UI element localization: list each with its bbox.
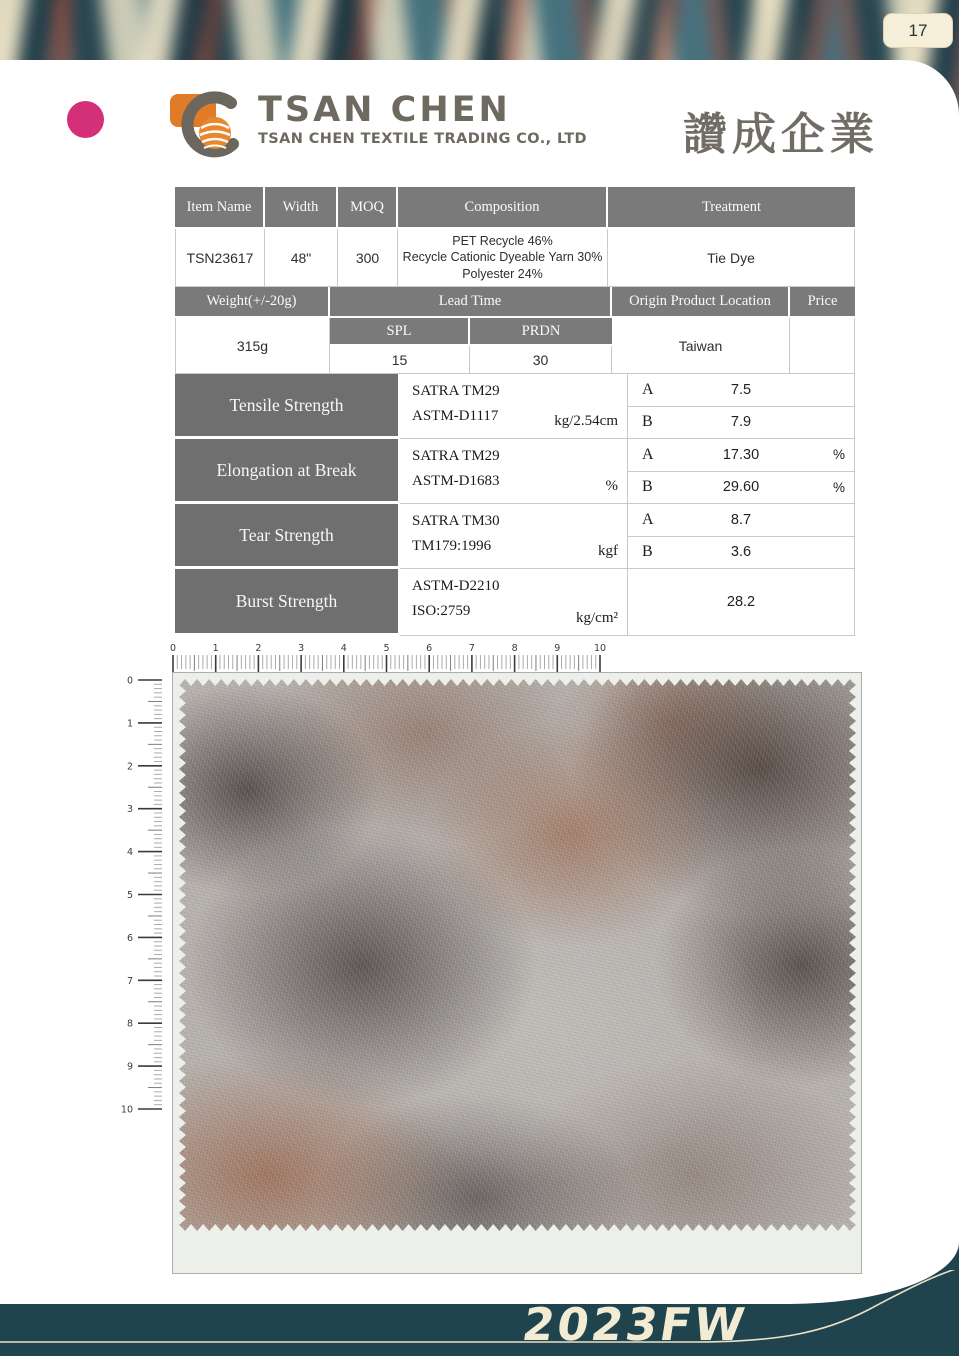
test-label: Tensile Strength — [175, 374, 400, 439]
spec-header-row — [175, 187, 855, 229]
svg-text:0: 0 — [126, 675, 133, 687]
result-suffix: % — [832, 479, 845, 495]
result-value: 28.2 — [726, 594, 756, 610]
result-key: B — [642, 543, 653, 561]
svg-text:10: 10 — [593, 643, 607, 654]
page-number-badge — [883, 13, 953, 48]
test-label: Tear Strength — [175, 504, 400, 569]
item-name-value: TSN23617 — [175, 229, 265, 287]
test-unit: kgf — [598, 543, 618, 559]
svg-text:8: 8 — [126, 1018, 133, 1030]
result-value: 7.5 — [730, 381, 752, 398]
method-line-2: TM179:1996 — [412, 538, 492, 554]
test-row-tear — [175, 504, 855, 569]
col-header-moq: MOQ — [338, 187, 398, 229]
composition-line-2: Recycle Cationic Dyeable Yarn 30% — [402, 250, 603, 265]
composition-value — [398, 229, 608, 287]
svg-text:6: 6 — [126, 932, 133, 944]
result-key: A — [642, 510, 654, 528]
col-header-weight: Weight(+/-20g) — [175, 287, 330, 318]
result-value: 8.7 — [730, 511, 752, 528]
result-key: B — [642, 478, 653, 496]
test-row-tensile — [175, 374, 855, 439]
test-results — [628, 569, 855, 636]
method-line-1: SATRA TM29 — [412, 448, 500, 464]
brand-subtitle: TSAN CHEN TEXTILE TRADING CO., LTD — [258, 131, 587, 147]
result-key: B — [642, 413, 653, 431]
svg-text:3: 3 — [298, 643, 305, 654]
fabric-swatch-frame — [172, 672, 862, 1274]
test-label: Burst Strength — [175, 569, 400, 636]
test-results — [628, 439, 855, 504]
test-row-burst — [175, 569, 855, 636]
col-header-width: Width — [265, 187, 338, 229]
result-suffix: % — [832, 447, 845, 463]
col-header-treatment: Treatment — [608, 187, 855, 229]
test-methods — [400, 504, 628, 569]
vertical-ruler — [118, 669, 164, 1129]
svg-text:5: 5 — [126, 890, 133, 901]
composition-line-1: PET Recycle 46% — [452, 234, 553, 249]
svg-text:4: 4 — [340, 643, 347, 654]
composition-line-3: Polyester 24% — [462, 266, 543, 281]
origin-value: Taiwan — [612, 318, 790, 374]
prdn-header: PRDN — [470, 318, 612, 346]
result-value: 17.30 — [722, 446, 760, 463]
test-results — [628, 374, 855, 439]
col-header-item-name: Item Name — [175, 187, 265, 229]
method-line-2: ASTM-D1117 — [412, 408, 499, 424]
svg-text:0: 0 — [169, 643, 177, 654]
test-methods — [400, 439, 628, 504]
test-results — [628, 504, 855, 569]
col-header-composition: Composition — [398, 187, 608, 229]
svg-text:4: 4 — [126, 847, 133, 859]
test-unit: % — [605, 478, 618, 494]
svg-text:9: 9 — [126, 1061, 133, 1073]
price-value — [790, 318, 855, 374]
spl-header: SPL — [330, 318, 470, 346]
brand-chinese-name: 讚成企業 — [683, 110, 879, 159]
method-line-1: ASTM-D2210 — [412, 578, 500, 594]
result-key: A — [642, 380, 654, 398]
result-key: A — [642, 445, 654, 463]
content-card — [0, 60, 959, 1304]
col-header-origin: Origin Product Location — [612, 287, 790, 318]
spl-value: 15 — [330, 346, 470, 374]
svg-text:2: 2 — [126, 761, 133, 773]
test-row-elongation — [175, 439, 855, 504]
method-line-1: SATRA TM30 — [412, 513, 500, 529]
svg-text:3: 3 — [126, 804, 133, 816]
svg-text:1: 1 — [126, 718, 133, 730]
method-line-2: ASTM-D1683 — [412, 473, 500, 489]
test-unit: kg/cm² — [576, 610, 618, 626]
spec-table — [175, 187, 855, 636]
test-label: Elongation at Break — [175, 439, 400, 504]
svg-text:8: 8 — [511, 643, 518, 654]
svg-text:6: 6 — [426, 643, 433, 654]
page-number: 17 — [908, 20, 928, 40]
prdn-value: 30 — [470, 346, 612, 374]
weight-value: 315g — [175, 318, 330, 374]
test-methods — [400, 374, 628, 439]
svg-text:7: 7 — [126, 975, 133, 987]
test-methods — [400, 569, 628, 636]
svg-text:5: 5 — [383, 643, 390, 654]
brand-text-block — [258, 90, 587, 147]
method-line-1: SATRA TM29 — [412, 383, 500, 399]
svg-text:7: 7 — [468, 643, 475, 654]
pink-dot-marker — [67, 101, 104, 138]
svg-text:1: 1 — [212, 643, 219, 654]
spec-header-row-2 — [175, 287, 855, 318]
col-header-price: Price — [790, 287, 855, 318]
method-line-2: ISO:2759 — [412, 603, 471, 619]
test-unit: kg/2.54cm — [554, 413, 618, 429]
moq-value: 300 — [338, 229, 398, 287]
brand-header — [168, 90, 587, 162]
svg-text:9: 9 — [554, 643, 561, 654]
knit-texture — [179, 679, 856, 1231]
fabric-swatch-image — [179, 679, 856, 1231]
svg-text:10: 10 — [120, 1104, 133, 1116]
svg-text:2: 2 — [255, 643, 262, 654]
result-value: 29.60 — [722, 479, 760, 496]
company-logo-icon — [168, 90, 248, 162]
result-value: 7.9 — [730, 414, 752, 431]
lead-time-subtable — [330, 318, 612, 374]
brand-name: TSAN CHEN — [258, 90, 511, 130]
spec-data-row — [175, 229, 855, 287]
weight-leadtime-row — [175, 318, 855, 374]
result-value: 3.6 — [730, 544, 752, 561]
col-header-lead-time: Lead Time — [330, 287, 612, 318]
treatment-value: Tie Dye — [608, 229, 855, 287]
season-logo: 2023FW — [518, 1297, 752, 1351]
width-value: 48" — [265, 229, 338, 287]
